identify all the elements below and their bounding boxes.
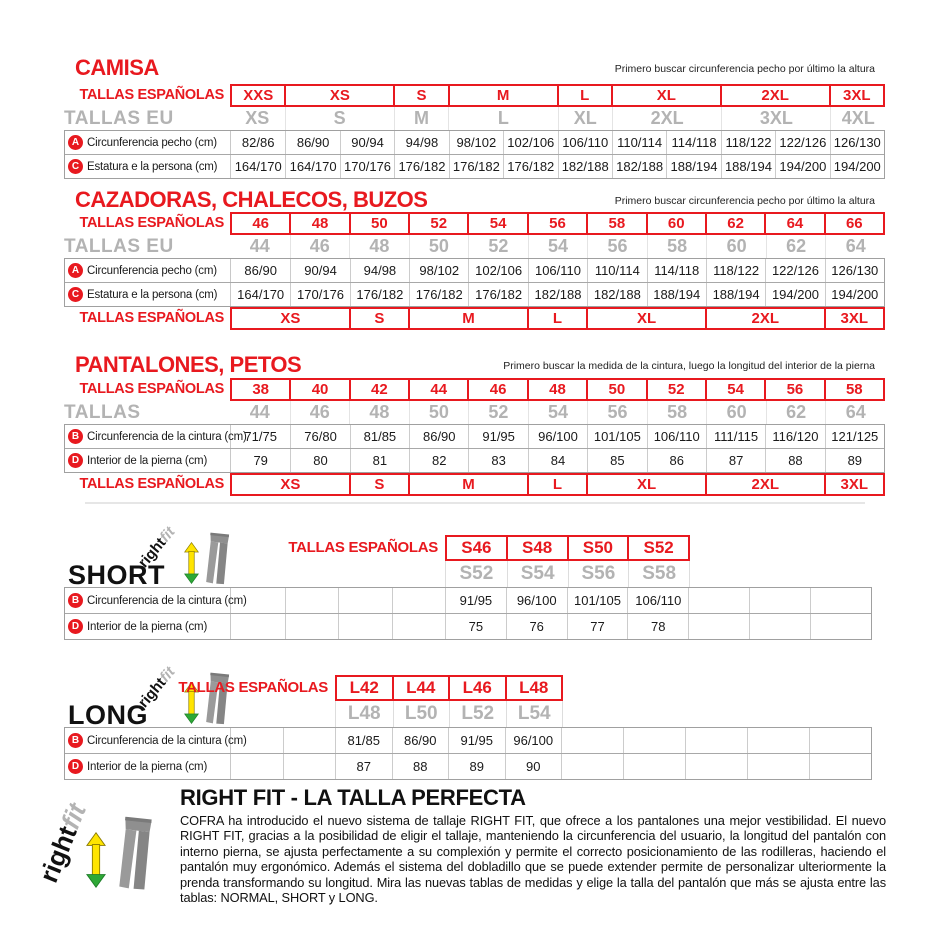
long-row-b-text: Circunferencia de la cintura (cm) — [87, 734, 247, 747]
eu-size-cell: 60 — [706, 401, 766, 424]
long-row-b-values — [231, 728, 871, 753]
size-cell: 38 — [232, 378, 291, 401]
cazadoras-row-a-values — [231, 259, 884, 282]
eu-size-cell: 48 — [349, 235, 409, 258]
size-cell: XL — [613, 84, 722, 107]
size-cell: S52 — [629, 535, 690, 561]
value-cell: 122/126 — [775, 131, 829, 154]
short-eu-sizes-row — [445, 561, 690, 587]
camisa-row-c-text: Estatura e la persona (cm) — [87, 160, 218, 173]
size-cell: 46 — [469, 378, 528, 401]
value-cell: 76 — [506, 614, 567, 639]
pantalones-footer-sizes-row — [230, 473, 885, 496]
cazadoras-es-label: TALLAS ESPAÑOLAS — [79, 215, 224, 231]
value-cell: 188/194 — [647, 283, 706, 306]
eu-size-cell: 48 — [349, 401, 409, 424]
size-cell: 58 — [588, 212, 647, 235]
cazadoras-row-a-label — [65, 259, 231, 282]
empty-cell — [685, 728, 747, 753]
camisa-es-label: TALLAS ESPAÑOLAS — [79, 87, 224, 103]
eu-size-cell: 58 — [647, 401, 707, 424]
value-cell: 79 — [253, 453, 268, 468]
short-table — [64, 587, 872, 640]
eu-size-cell: S56 — [568, 561, 629, 587]
letter-d-badge: D — [68, 453, 83, 468]
camisa-row-c-label — [65, 155, 231, 178]
camisa-note: Primero buscar circunferencia pecho por último la altura — [614, 63, 875, 75]
eu-size-cell: 2XL — [612, 107, 721, 130]
long-label: LONG — [68, 700, 148, 730]
pantalones-eu-sizes-row — [230, 401, 885, 424]
value-cell: 94/98 — [394, 131, 448, 154]
size-cell: S — [395, 84, 449, 107]
empty-cell — [392, 588, 446, 613]
size-cell: 3XL — [826, 307, 885, 330]
value-cell: 101/105 — [567, 588, 628, 613]
eu-size-cell: 54 — [528, 235, 588, 258]
long-es-label: TALLAS ESPAÑOLAS — [178, 679, 328, 696]
value-cell: 176/182 — [503, 155, 557, 178]
size-cell: S — [351, 473, 410, 496]
pantalones-row-b-text: Circunferencia de la cintura (cm) — [87, 430, 247, 443]
letter-b-badge: B — [68, 733, 83, 748]
size-cell: 52 — [648, 378, 707, 401]
size-cell: XL — [588, 307, 707, 330]
pantalones-title: PANTALONES, PETOS — [75, 352, 302, 377]
eu-size-cell: 44 — [249, 236, 270, 256]
camisa-eu-sizes-row — [230, 107, 885, 130]
letter-a-badge: A — [68, 135, 83, 150]
eu-size-cell: 4XL — [830, 107, 885, 130]
value-cell: 170/176 — [340, 155, 394, 178]
short-row-d-values — [231, 614, 871, 639]
value-cell: 89 — [825, 449, 884, 472]
size-cell: 50 — [588, 378, 647, 401]
eu-size-cell: 64 — [825, 401, 885, 424]
empty-cell — [623, 754, 685, 779]
value-cell: 121/125 — [825, 425, 884, 448]
size-cell: 54 — [469, 212, 528, 235]
value-cell: 194/200 — [765, 283, 824, 306]
short-label: SHORT — [68, 560, 165, 590]
size-cell: 46 — [232, 212, 291, 235]
eu-size-cell: 50 — [409, 401, 469, 424]
size-cell: XS — [232, 473, 351, 496]
eu-size-cell: L48 — [347, 703, 381, 724]
empty-cell — [231, 728, 283, 753]
value-cell: 188/194 — [721, 155, 775, 178]
empty-cell — [685, 754, 747, 779]
empty-cell — [749, 588, 810, 613]
empty-cell — [283, 754, 335, 779]
size-cell: 2XL — [707, 473, 826, 496]
value-cell: 118/122 — [721, 131, 775, 154]
value-cell: 75 — [445, 614, 506, 639]
eu-size-cell: 3XL — [721, 107, 830, 130]
value-cell: 96/100 — [528, 425, 587, 448]
size-cell: S — [351, 307, 410, 330]
size-cell: 66 — [826, 212, 885, 235]
empty-cell — [285, 588, 339, 613]
eu-size-cell: 60 — [706, 235, 766, 258]
size-cell: 54 — [707, 378, 766, 401]
camisa-row-a-values — [231, 131, 884, 154]
value-cell: 88 — [765, 449, 824, 472]
size-cell: L44 — [394, 675, 451, 701]
empty-cell — [561, 728, 623, 753]
value-cell: 126/130 — [825, 259, 884, 282]
empty-cell — [688, 588, 749, 613]
size-cell: XS — [232, 307, 351, 330]
value-cell: 176/182 — [350, 283, 409, 306]
size-cell: 2XL — [707, 307, 826, 330]
value-cell: 111/115 — [706, 425, 765, 448]
empty-cell — [809, 754, 871, 779]
value-cell: 88 — [392, 754, 449, 779]
empty-cell — [688, 614, 749, 639]
camisa-row-a-label — [65, 131, 231, 154]
value-cell: 89 — [448, 754, 505, 779]
eu-size-cell: L54 — [506, 701, 563, 727]
size-cell: XXS — [232, 84, 286, 107]
value-cell: 114/118 — [666, 131, 720, 154]
empty-cell — [747, 754, 809, 779]
letter-a-badge: A — [68, 263, 83, 278]
value-cell: 194/200 — [830, 155, 884, 178]
eu-size-cell: 64 — [825, 235, 885, 258]
size-cell: 60 — [648, 212, 707, 235]
eu-size-cell: 62 — [766, 235, 826, 258]
value-cell: 81/85 — [335, 728, 392, 753]
value-cell: 98/102 — [449, 131, 503, 154]
value-cell: 194/200 — [825, 283, 884, 306]
eu-size-cell: 52 — [468, 401, 528, 424]
size-cell: 3XL — [831, 84, 885, 107]
size-cell: S50 — [569, 535, 630, 561]
pantalones-row-d-label — [65, 449, 231, 472]
size-cell: 44 — [410, 378, 469, 401]
empty-cell — [810, 614, 871, 639]
long-es-sizes-row — [335, 675, 563, 701]
value-cell: 98/102 — [409, 259, 468, 282]
empty-cell — [231, 754, 283, 779]
size-cell: M — [410, 307, 529, 330]
eu-size-cell: S52 — [459, 563, 494, 584]
value-cell: 122/126 — [765, 259, 824, 282]
short-es-label: TALLAS ESPAÑOLAS — [288, 539, 438, 556]
size-cell: L46 — [450, 675, 507, 701]
eu-size-cell: 54 — [528, 401, 588, 424]
size-cell: 64 — [766, 212, 825, 235]
size-cell: M — [450, 84, 559, 107]
size-cell: M — [410, 473, 529, 496]
size-cell: XS — [286, 84, 395, 107]
camisa-row-a-text: Circunferencia pecho (cm) — [87, 136, 217, 149]
value-cell: 96/100 — [506, 588, 567, 613]
long-row-d-values — [231, 754, 871, 779]
value-cell: 81/85 — [350, 425, 409, 448]
empty-cell — [231, 588, 285, 613]
value-cell: 106/110 — [647, 425, 706, 448]
value-cell: 87 — [706, 449, 765, 472]
eu-size-cell: 62 — [766, 401, 826, 424]
pantalones-es-sizes-row — [230, 378, 885, 401]
trousers-icon — [109, 808, 163, 899]
value-cell: 81 — [350, 449, 409, 472]
value-cell: 102/106 — [468, 259, 527, 282]
pantalones-footer-label: TALLAS ESPAÑOLAS — [79, 476, 224, 492]
value-cell: 176/182 — [449, 155, 503, 178]
eu-size-cell: L50 — [393, 701, 450, 727]
eu-size-cell: 46 — [290, 401, 350, 424]
eu-size-cell: 44 — [249, 402, 270, 422]
empty-cell — [283, 728, 335, 753]
long-table — [64, 727, 872, 780]
value-cell: 77 — [567, 614, 628, 639]
value-cell: 101/105 — [587, 425, 646, 448]
long-row-d-text: Interior de la pierna (cm) — [87, 760, 208, 773]
value-cell: 91/95 — [448, 728, 505, 753]
value-cell: 85 — [587, 449, 646, 472]
pantalones-table — [64, 378, 885, 496]
value-cell: 84 — [528, 449, 587, 472]
rightfit-title: RIGHT FIT - LA TALLA PERFECTA — [180, 785, 526, 810]
short-row-d-label — [65, 614, 231, 639]
size-cell: L — [529, 473, 588, 496]
value-cell: 164/170 — [234, 159, 282, 174]
value-cell: 96/100 — [505, 728, 562, 753]
value-cell: 86/90 — [285, 131, 339, 154]
cazadoras-footer-label: TALLAS ESPAÑOLAS — [79, 310, 224, 326]
value-cell: 86/90 — [392, 728, 449, 753]
value-cell: 126/130 — [830, 131, 884, 154]
camisa-row-c-values — [231, 155, 884, 178]
cazadoras-footer-sizes-row — [230, 307, 885, 330]
value-cell: 194/200 — [775, 155, 829, 178]
eu-size-cell: 58 — [647, 235, 707, 258]
value-cell: 90 — [505, 754, 562, 779]
value-cell: 182/188 — [612, 155, 666, 178]
value-cell: 106/110 — [558, 131, 612, 154]
value-cell: 106/110 — [627, 588, 688, 613]
cazadoras-table — [64, 212, 885, 330]
eu-size-cell: M — [394, 107, 449, 130]
short-es-sizes-row — [445, 535, 690, 561]
value-cell: 110/114 — [587, 259, 646, 282]
value-cell: 106/110 — [528, 259, 587, 282]
eu-size-cell: 50 — [409, 235, 469, 258]
value-cell: 90/94 — [290, 259, 349, 282]
size-cell: L42 — [337, 675, 394, 701]
long-row-d-label — [65, 754, 231, 779]
empty-cell — [749, 614, 810, 639]
cazadoras-eu-sizes-row — [230, 235, 885, 258]
size-cell: S48 — [508, 535, 569, 561]
size-cell: S46 — [447, 535, 508, 561]
section-divider — [85, 502, 865, 504]
letter-c-badge: C — [68, 287, 83, 302]
cazadoras-row-c-label — [65, 283, 231, 306]
eu-size-cell: S — [285, 107, 394, 130]
value-cell: 86 — [647, 449, 706, 472]
value-cell: 82 — [409, 449, 468, 472]
empty-cell — [810, 588, 871, 613]
pantalones-es-label: TALLAS ESPAÑOLAS — [79, 381, 224, 397]
empty-cell — [561, 754, 623, 779]
value-cell: 176/182 — [409, 283, 468, 306]
size-cell: L — [559, 84, 613, 107]
value-cell: 80 — [290, 449, 349, 472]
short-row-b-text: Circunferencia de la cintura (cm) — [87, 594, 247, 607]
empty-cell — [285, 614, 339, 639]
size-cell: 56 — [529, 212, 588, 235]
size-cell: 3XL — [826, 473, 885, 496]
eu-size-cell: 46 — [290, 235, 350, 258]
rightfit-logo-text: rightfit — [134, 663, 179, 711]
letter-d-badge: D — [68, 619, 83, 634]
pantalones-note: Primero buscar la medida de la cintura, luego la longitud del interior de la pierna — [503, 360, 875, 372]
letter-c-badge: C — [68, 159, 83, 174]
empty-cell — [623, 728, 685, 753]
long-eu-sizes-row — [335, 701, 563, 727]
pantalones-row-d-values — [231, 449, 884, 472]
long-row-b-label — [65, 728, 247, 753]
rightfit-logo-big — [33, 782, 181, 912]
value-cell: 114/118 — [647, 259, 706, 282]
eu-size-cell: S58 — [628, 561, 689, 587]
value-cell: 90/94 — [340, 131, 394, 154]
value-cell: 176/182 — [468, 283, 527, 306]
size-cell: 62 — [707, 212, 766, 235]
size-cell: 48 — [529, 378, 588, 401]
value-cell: 91/95 — [468, 425, 527, 448]
letter-b-badge: B — [68, 429, 83, 444]
value-cell: 176/182 — [394, 155, 448, 178]
long-eu-sizes-header — [64, 701, 563, 727]
value-cell: 83 — [468, 449, 527, 472]
rightfit-logo-text: rightfit — [134, 523, 179, 571]
value-cell: 182/188 — [587, 283, 646, 306]
letter-d-badge: D — [68, 759, 83, 774]
short-row-b-label — [65, 588, 247, 613]
value-cell: 182/188 — [558, 155, 612, 178]
size-cell: 52 — [410, 212, 469, 235]
eu-size-cell: 56 — [587, 401, 647, 424]
short-eu-sizes-header — [64, 561, 690, 587]
value-cell: 102/106 — [503, 131, 557, 154]
eu-size-cell: 52 — [468, 235, 528, 258]
pantalones-row-b-values — [231, 425, 884, 448]
value-cell: 71/75 — [244, 429, 277, 444]
rightfit-body: COFRA ha introducido el nuevo sistema de tallaje RIGHT FIT, que ofrece a los pantalones una mejor vestibilidad. El nuevo RIGHT FIT, gracias a la posibilidad de eligir el tallaje, manteniendo la circunferencia del usuario, la longitud del pantalón con interno pierna, se ajusta perfectamente a su complexión y permite el correcto posicionamiento de las rodilleras, haciendo el pantalón muy ergonómico. Además el sistema del dobladillo que se puede extender permite de personalizar ulteriormente la prenda transformando su longitud. Mira las nuevas tablas de medidas y elige la talla del pantalón que más se ajusta entre las tablas: NORMAL, SHORT y LONG. — [180, 813, 886, 906]
rightfit-logo-text: rightfit — [33, 799, 92, 887]
cazadoras-title: CAZADORAS, CHALECOS, BUZOS — [75, 187, 428, 212]
empty-cell — [392, 614, 446, 639]
size-cell: 58 — [826, 378, 885, 401]
empty-cell — [809, 728, 871, 753]
empty-cell — [338, 614, 392, 639]
cazadoras-row-c-values — [231, 283, 884, 306]
eu-size-cell: L52 — [449, 701, 506, 727]
short-row-b-values — [231, 588, 871, 613]
size-cell: 2XL — [722, 84, 831, 107]
size-cell: L48 — [507, 675, 564, 701]
eu-size-cell: S54 — [507, 561, 568, 587]
value-cell: 188/194 — [666, 155, 720, 178]
value-cell: 116/120 — [765, 425, 824, 448]
value-cell: 86/90 — [409, 425, 468, 448]
pantalones-row-b-label — [65, 425, 247, 448]
camisa-table — [64, 84, 885, 179]
camisa-title: CAMISA — [75, 55, 159, 80]
long-es-sizes-header — [64, 675, 563, 701]
eu-size-cell: XS — [245, 108, 270, 128]
value-cell: 164/170 — [285, 155, 339, 178]
empty-cell — [338, 588, 392, 613]
size-cell: XL — [588, 473, 707, 496]
value-cell: 164/170 — [237, 287, 285, 302]
short-es-sizes-header — [64, 535, 690, 561]
value-cell: 76/80 — [290, 425, 349, 448]
empty-cell — [747, 728, 809, 753]
size-cell: 48 — [291, 212, 350, 235]
value-cell: 91/95 — [445, 588, 506, 613]
cazadoras-row-a-text: Circunferencia pecho (cm) — [87, 264, 217, 277]
cazadoras-eu-label: TALLAS EU — [64, 236, 174, 257]
value-cell: 170/176 — [290, 283, 349, 306]
value-cell: 86/90 — [244, 263, 277, 278]
size-cell: 50 — [351, 212, 410, 235]
eu-size-cell: 56 — [587, 235, 647, 258]
value-cell: 78 — [627, 614, 688, 639]
value-cell: 87 — [335, 754, 392, 779]
value-cell: 110/114 — [612, 131, 666, 154]
size-cell: 40 — [291, 378, 350, 401]
camisa-eu-label: TALLAS EU — [64, 108, 174, 129]
pantalones-row-d-text: Interior de la pierna (cm) — [87, 454, 208, 467]
letter-b-badge: B — [68, 593, 83, 608]
eu-size-cell: L — [448, 107, 557, 130]
value-cell: 82/86 — [241, 135, 275, 150]
eu-size-cell: XL — [558, 107, 613, 130]
value-cell: 188/194 — [706, 283, 765, 306]
cazadoras-row-c-text: Estatura e la persona (cm) — [87, 288, 218, 301]
size-cell: 42 — [351, 378, 410, 401]
cazadoras-note: Primero buscar circunferencia pecho por último la altura — [614, 195, 875, 207]
size-cell: 56 — [766, 378, 825, 401]
size-cell: L — [529, 307, 588, 330]
double-arrow-icon — [86, 828, 106, 892]
pantalones-eu-label: TALLAS — [64, 402, 141, 423]
value-cell: 182/188 — [528, 283, 587, 306]
empty-cell — [231, 614, 285, 639]
value-cell: 118/122 — [706, 259, 765, 282]
value-cell: 94/98 — [350, 259, 409, 282]
cazadoras-es-sizes-row — [230, 212, 885, 235]
short-row-d-text: Interior de la pierna (cm) — [87, 620, 208, 633]
camisa-es-sizes-row — [230, 84, 885, 107]
